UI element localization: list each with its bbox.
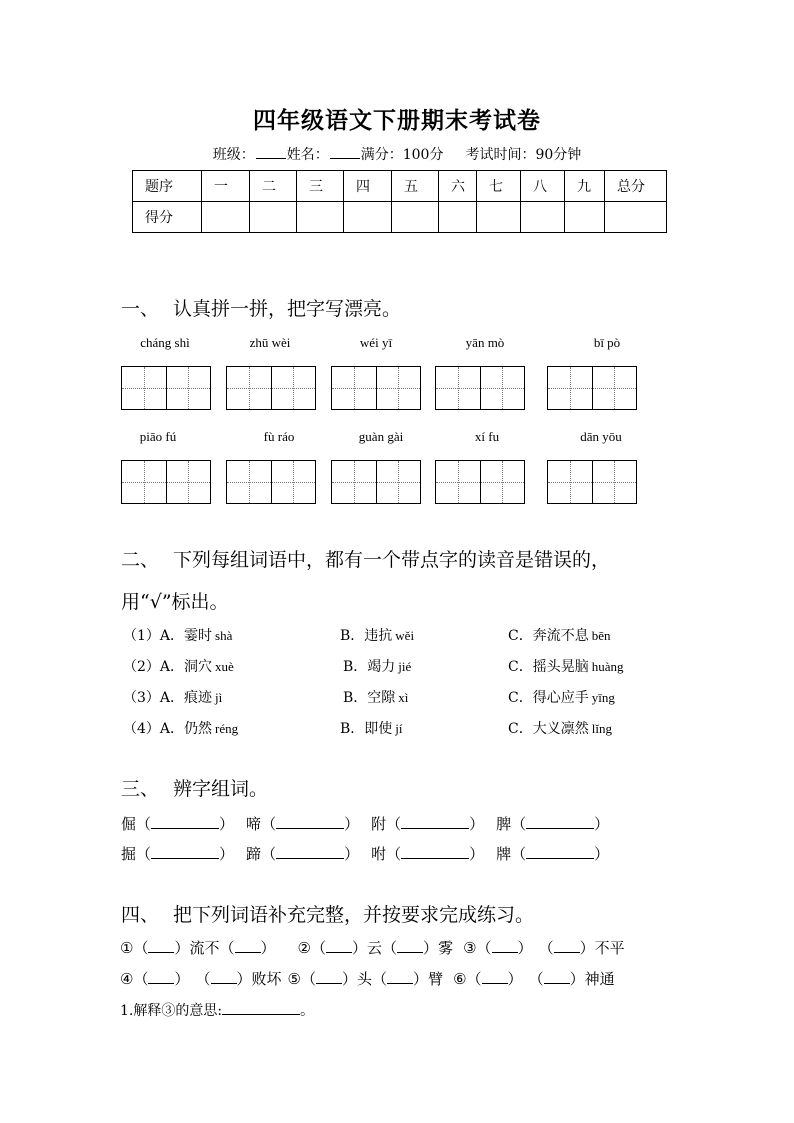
option-pinyin: réng [215,721,239,736]
answer-blank[interactable] [387,969,413,984]
score-cell[interactable] [439,202,477,233]
question-option [508,656,624,676]
question-option [340,718,403,738]
page-title: 四年级语文下册期末考试卷 [253,107,541,134]
answer-blank[interactable] [148,969,174,984]
option-pinyin: shà [215,628,233,643]
base-char: 牌 [496,845,512,863]
option-prefix: C． [508,628,533,644]
score-header-cell: 三 [297,171,344,202]
option-pinyin: yīng [591,690,615,705]
section-1-heading [121,294,401,321]
item-prefix: （1）A． [123,628,185,644]
idiom-line-1: ①（ ）流不（ ） ②（ ）云（ ）雾 ③（ ） （ ）不平 [120,939,625,957]
option-prefix: B． [343,690,368,706]
idiom-text: 败坏 [251,970,282,988]
item-number: ⑥ [453,970,467,988]
base-char: 脾 [496,815,512,833]
answer-blank[interactable] [151,814,219,829]
score-header-cell: 七 [477,171,521,202]
score-cell[interactable] [392,202,439,233]
option-pinyin: jì [215,690,223,705]
option-word[interactable]: 霎时 [184,628,213,644]
question-item [123,718,238,738]
option-pinyin: huàng [591,659,624,674]
item-number: ① [120,939,134,957]
answer-blank[interactable] [554,938,580,953]
explain-question [120,1000,314,1020]
base-char: 倔 [121,815,137,833]
writing-grid[interactable] [121,460,211,504]
option-word[interactable]: 仍然 [184,721,213,737]
section-1-title: 认真拼一拼，把字写漂亮。 [173,298,402,320]
option-pinyin: xuè [215,659,234,674]
score-cell[interactable] [250,202,297,233]
item-number: ④ [120,970,134,988]
option-word[interactable]: 竭力 [367,659,396,675]
exam-info-line [0,144,794,164]
item-number: ③ [463,939,477,957]
answer-blank[interactable] [276,814,344,829]
answer-blank[interactable] [526,844,594,859]
option-word[interactable]: 洞穴 [184,659,213,675]
option-pinyin: xì [398,690,409,705]
writing-grid[interactable] [435,460,525,504]
option-word[interactable]: 大义凛然 [532,721,589,737]
option-prefix: B． [340,628,365,644]
name-label: 姓名： [286,147,329,163]
answer-blank[interactable] [401,844,469,859]
question-item [123,656,234,676]
idiom-text: 不平 [594,939,625,957]
answer-blank[interactable] [235,938,261,953]
base-char: 咐 [371,845,387,863]
pinyin-label: dān yōu [580,429,622,444]
pinyin-label: guàn gài [358,429,404,444]
option-word[interactable]: 摇头晃脑 [532,659,589,675]
base-char: 啼 [246,815,262,833]
score-header-cell: 题序 [133,171,202,202]
question-option [340,625,414,645]
writing-grid[interactable] [547,460,637,504]
score-table-header-row [133,171,667,202]
answer-blank[interactable] [326,938,352,953]
question-option [343,687,408,707]
base-char: 附 [371,815,387,833]
base-char: 蹄 [246,845,262,863]
option-word[interactable]: 空隙 [367,690,396,706]
section-3-number: 三、 [121,778,160,800]
score-cell[interactable] [477,202,521,233]
class-blank[interactable] [256,146,286,159]
name-blank[interactable] [330,146,360,159]
item-prefix: （4）A． [123,721,185,737]
answer-blank[interactable] [148,938,174,953]
answer-blank[interactable] [492,938,518,953]
idiom-line-2: ④（ ） （ ）败坏 ⑤（ ）头（ ）臂 ⑥（ ） （ ）神通 [120,970,615,988]
section-4-number: 四、 [121,904,160,926]
writing-grid[interactable] [547,366,637,410]
word-group-row: 掘（ ） 蹄（ ） 咐（ ） 牌（ ） [121,845,610,863]
answer-blank[interactable] [526,814,594,829]
question-option [508,625,611,645]
score-row-label: 得分 [133,202,202,233]
idiom-text: 流不 [189,939,220,957]
section-2-title-line2: 用“√”标出。 [121,591,229,613]
writing-grid[interactable] [331,460,421,504]
question-option [343,656,411,676]
answer-blank[interactable] [151,844,219,859]
word-group-row: 倔（ ） 啼（ ） 附（ ） 脾（ ） [121,815,610,833]
option-word[interactable]: 痕迹 [184,690,213,706]
question-end: 。 [300,1003,315,1019]
pinyin-label: yān mò [465,335,505,350]
item-number: ⑤ [287,970,301,988]
option-word[interactable]: 奔流不息 [532,628,589,644]
exam-time-text: 考试时间：90分钟 [465,147,582,163]
answer-blank[interactable] [482,969,508,984]
score-header-cell: 八 [521,171,565,202]
question-item [123,625,232,645]
option-pinyin: wěi [395,628,415,643]
score-header-cell: 六 [439,171,477,202]
pinyin-label: bī pò [593,335,621,350]
score-header-cell: 一 [202,171,250,202]
score-table-score-row [133,202,667,233]
option-prefix: B． [343,659,368,675]
score-header-cell: 二 [250,171,297,202]
section-2-title-line1: 下列每组词语中，都有一个带点字的读音是错误的， [173,549,611,571]
score-cell[interactable] [344,202,392,233]
idiom-text: 臂 [428,970,444,988]
idiom-text: 云 [367,939,383,957]
idiom-text: 神通 [584,970,615,988]
option-pinyin: lǐng [591,721,612,736]
question-text: 1.解释③的意思: [120,1003,223,1019]
score-header-cell: 总分 [605,171,667,202]
pinyin-label: piāo fú [139,429,177,444]
option-prefix: B． [340,721,365,737]
answer-blank[interactable] [397,938,423,953]
writing-grid[interactable] [226,366,316,410]
score-table [132,170,667,233]
section-3-heading [121,774,268,801]
option-word[interactable]: 即使 [364,721,393,737]
answer-blank[interactable] [211,969,237,984]
section-1-number: 一、 [121,298,160,320]
option-word[interactable]: 违抗 [364,628,393,644]
class-label: 班级： [212,147,255,163]
section-4-heading [121,900,534,927]
writing-grid[interactable] [226,460,316,504]
base-char: 掘 [121,845,137,863]
writing-grid[interactable] [435,366,525,410]
option-pinyin: jí [395,721,403,736]
question-item [123,687,222,707]
item-prefix: （2）A． [123,659,185,675]
idiom-text: 雾 [438,939,454,957]
answer-blank[interactable] [316,969,342,984]
item-number: ② [297,939,311,957]
answer-blank[interactable] [401,814,469,829]
writing-grid[interactable] [331,366,421,410]
answer-blank[interactable] [222,1000,300,1015]
answer-blank[interactable] [544,969,570,984]
score-header-cell: 五 [392,171,439,202]
score-cell[interactable] [297,202,344,233]
full-score-text: 满分：100分 [360,147,444,163]
answer-blank[interactable] [276,844,344,859]
option-word[interactable]: 得心应手 [532,690,589,706]
option-prefix: C． [508,721,533,737]
option-prefix: C． [508,659,533,675]
option-pinyin: bēn [591,628,611,643]
section-4-title: 把下列词语补充完整，并按要求完成练习。 [173,904,535,926]
pinyin-label: wéi yī [359,335,393,350]
score-cell[interactable] [605,202,667,233]
section-2-number: 二、 [121,549,160,571]
score-cell[interactable] [521,202,565,233]
section-2-heading [121,545,610,572]
writing-grid[interactable] [121,366,211,410]
option-prefix: C． [508,690,533,706]
pinyin-label: cháng shì [140,335,190,350]
question-option [508,718,612,738]
section-3-title: 辨字组词。 [173,778,269,800]
item-prefix: （3）A． [123,690,185,706]
score-cell[interactable] [202,202,250,233]
score-cell[interactable] [565,202,605,233]
option-pinyin: jié [398,659,412,674]
score-header-cell: 九 [565,171,605,202]
idiom-text: 头 [357,970,373,988]
pinyin-label: xí fu [474,429,500,444]
question-option [508,687,615,707]
score-header-cell: 四 [344,171,392,202]
pinyin-label: zhū wèi [249,335,291,350]
pinyin-label: fù ráo [263,429,295,444]
